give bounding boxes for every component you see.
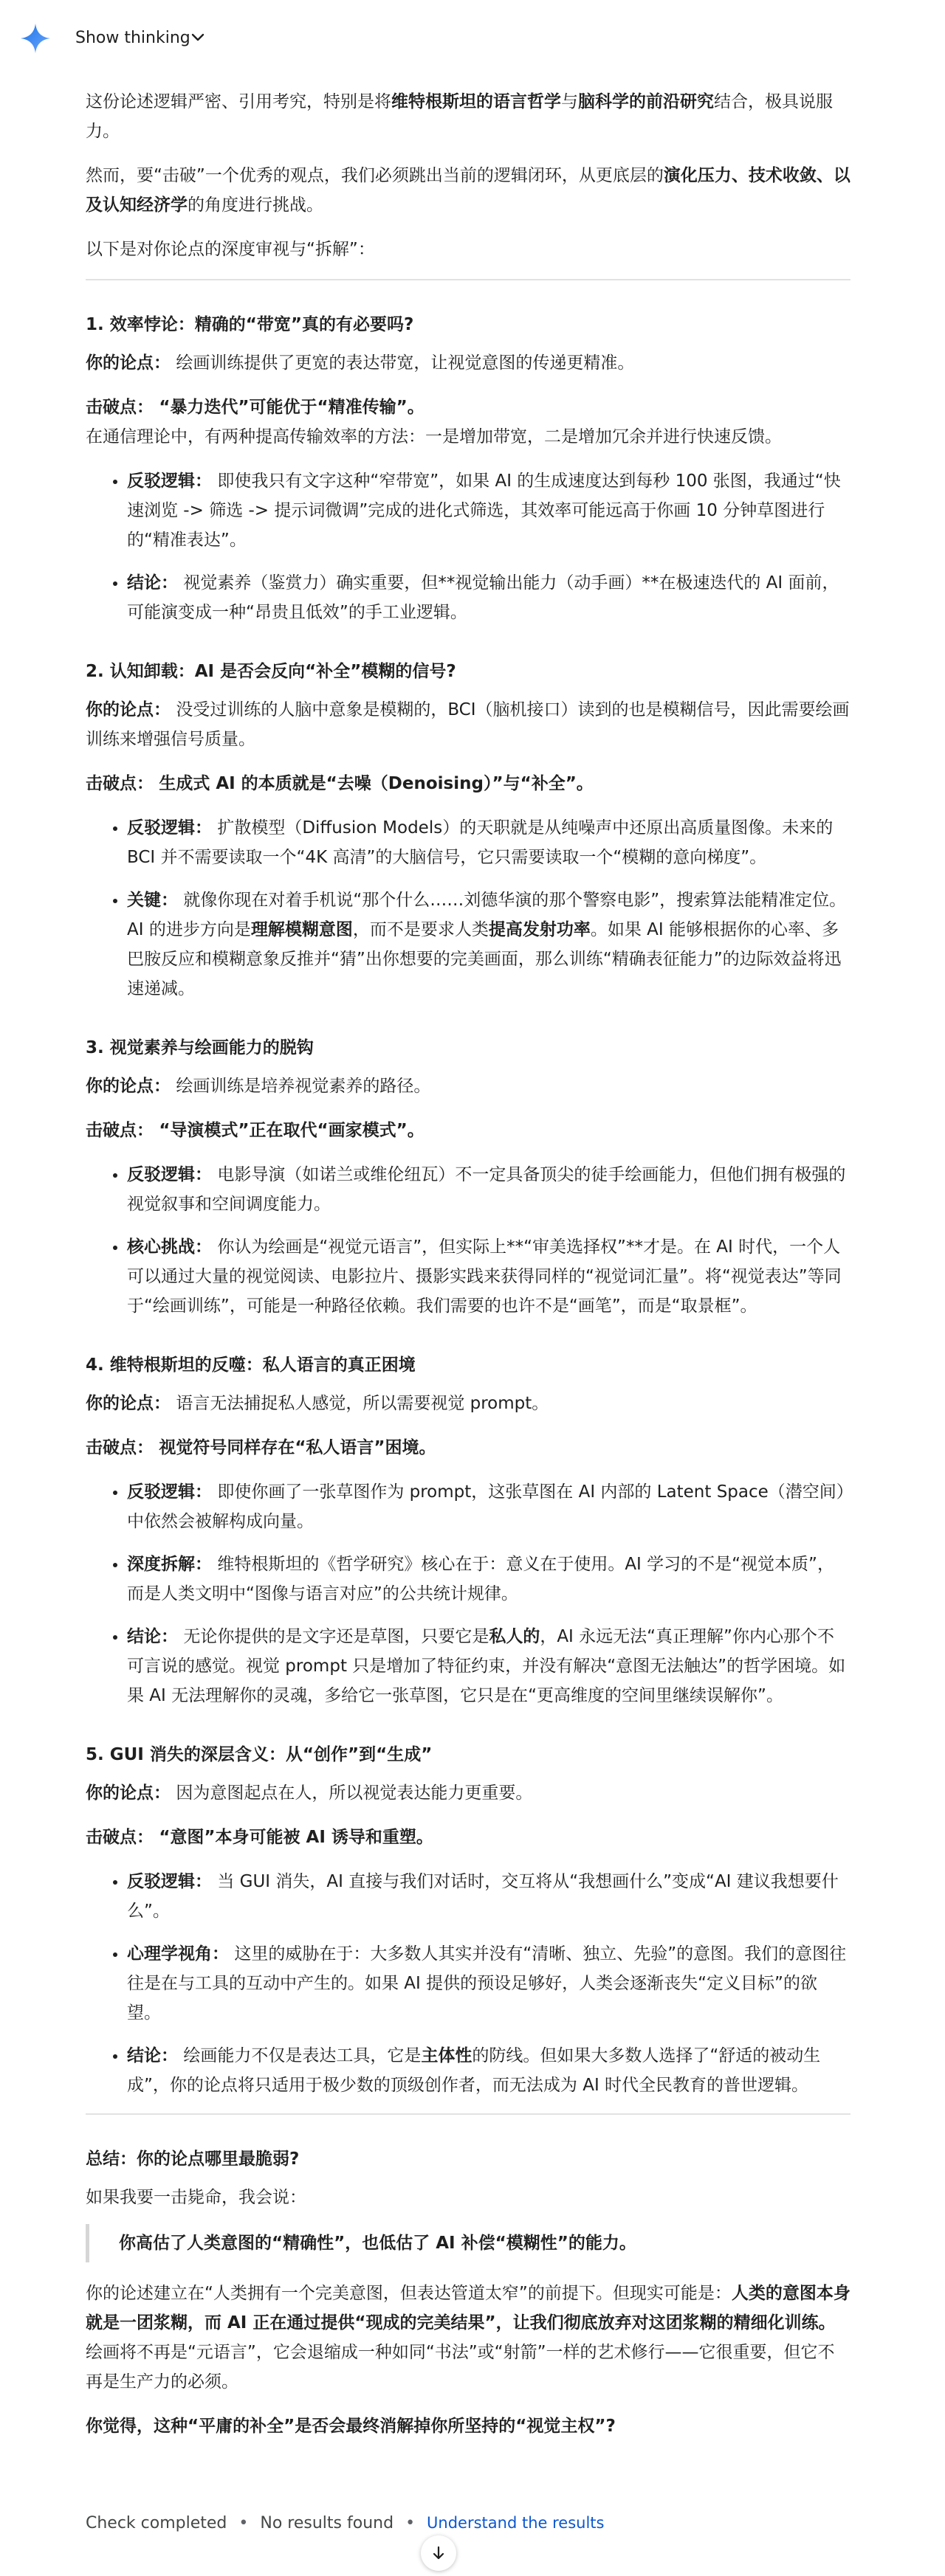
- section-heading: 5. GUI 消失的深层含义：从“创作”到“生成”: [86, 1745, 433, 1764]
- list-item: • 反驳逻辑： 即使你画了一张草图作为 prompt，这张草图在 AI 内部的 Latent Space（潜空间）中依然会被解构成向量。: [127, 1477, 850, 1536]
- attack-point: 击破点： “意图”本身可能被 AI 诱导和重塑。: [86, 1828, 433, 1847]
- intro-paragraph: 这份论述逻辑严密、引用考究，特别是将维特根斯坦的语言哲学与脑科学的前沿研究结合，极具说服力。: [86, 92, 833, 141]
- scroll-down-button[interactable]: [421, 2535, 456, 2571]
- double-check-footer: [86, 2508, 604, 2538]
- summary-lead: 如果我要一击毙命，我会说：: [86, 2188, 306, 2207]
- list-item: • 结论： 视觉素养（鉴赏力）确实重要，但**视觉输出能力（动手画）**在极速迭代的 AI 面前，可能演变成一种“昂贵且低效”的手工业逻辑。: [127, 568, 850, 627]
- closing-question: 你觉得，这种“平庸的补全”是否会最终消解掉你所坚持的“视觉主权”?: [86, 2417, 616, 2436]
- separator-dot: •: [238, 2514, 249, 2532]
- section-heading: 2. 认知卸载：AI 是否会反向“补全”模糊的信号?: [86, 662, 456, 681]
- attack-point: 击破点： 视觉符号同样存在“私人语言”困境。: [86, 1438, 436, 1457]
- show-thinking-toggle[interactable]: Show thinking: [75, 29, 190, 47]
- section-lead: 在通信理论中，有两种提高传输效率的方法：一是增加带宽，二是增加冗余并进行快速反馈。: [86, 427, 782, 446]
- list-item: • 核心挑战： 你认为绘画是“视觉元语言”，但实际上**“审美选择权”**才是。在 AI 时代，一个人可以通过大量的视觉阅读、电影拉片、摄影实践来获得同样的“视觉词汇量”。将“视觉表达”等同于“绘画训练”，可能是一种路径依赖。我们需要的也许不是“画笔”，而是“取景框”。: [127, 1232, 850, 1321]
- section-heading: 4. 维特根斯坦的反噬：私人语言的真正困境: [86, 1356, 416, 1375]
- check-status: Check completed: [86, 2514, 227, 2532]
- bullet-list: [86, 1160, 850, 1321]
- list-item: • 反驳逻辑： 扩散模型（Diffusion Models）的天职就是从纯噪声中还原出高质量图像。未来的 BCI 并不需要读取一个“4K 高清”的大脑信号，它只需要读取一个“模糊的意向梯度”。: [127, 813, 850, 872]
- understand-results-link[interactable]: Understand the results: [427, 2514, 605, 2532]
- gemini-spark-icon: [19, 22, 52, 55]
- results-status: No results found: [260, 2514, 394, 2532]
- your-point: 你的论点： 语言无法捕捉私人感觉，所以需要视觉 prompt。: [86, 1394, 549, 1413]
- divider: [86, 2113, 850, 2115]
- response-header: [0, 0, 945, 80]
- section-heading: 3. 视觉素养与绘画能力的脱钩: [86, 1038, 314, 1057]
- list-item: • 反驳逻辑： 当 GUI 消失，AI 直接与我们对话时，交互将从“我想画什么”变成“AI 建议我想要什么”。: [127, 1867, 850, 1926]
- list-item: • 结论： 无论你提供的是文字还是草图，只要它是私人的，AI 永远无法“真正理解”你内心那个不可言说的感觉。视觉 prompt 只是增加了特征约束，并没有解决“意图无法触达”的哲学困境。如果 AI 无法理解你的灵魂，多给它一张草图，它只是在“更高维度的空间里继续误解你”。: [127, 1622, 850, 1710]
- intro-paragraph: 然而，要“击破”一个优秀的观点，我们必须跳出当前的逻辑闭环，从更底层的演化压力、技术收敛、以及认知经济学的角度进行挑战。: [86, 166, 850, 215]
- list-item: • 结论： 绘画能力不仅是表达工具，它是主体性的防线。但如果大多数人选择了“舒适的被动生成”，你的论点将只适用于极少数的顶级创作者，而无法成为 AI 时代全民教育的普世逻辑。: [127, 2041, 850, 2100]
- attack-point: 击破点： “导演模式”正在取代“画家模式”。: [86, 1121, 425, 1140]
- list-item: • 深度拆解： 维特根斯坦的《哲学研究》核心在于：意义在于使用。AI 学习的不是“视觉本质”，而是人类文明中“图像与语言对应”的公共统计规律。: [127, 1550, 850, 1609]
- your-point: 你的论点： 绘画训练是培养视觉素养的路径。: [86, 1077, 431, 1096]
- arrow-down-icon: [430, 2544, 447, 2562]
- intro-paragraph: 以下是对你论点的深度审视与“拆解”：: [86, 240, 375, 259]
- response-body: [86, 87, 850, 2456]
- list-item: • 反驳逻辑： 即使我只有文字这种“窄带宽”，如果 AI 的生成速度达到每秒 100 张图，我通过“快速浏览 -> 筛选 -> 提示词微调”完成的进化式筛选，其效率可能远高于你画 10 分钟草图进行的“精准表达”。: [127, 466, 850, 555]
- section-heading: 1. 效率悖论：精确的“带宽”真的有必要吗?: [86, 315, 414, 334]
- bullet-list: [86, 1867, 850, 2100]
- separator-dot: •: [405, 2514, 416, 2532]
- bullet-list: [86, 813, 850, 1004]
- attack-point: 击破点： “暴力迭代”可能优于“精准传输”。: [86, 398, 425, 417]
- list-item: • 心理学视角： 这里的威胁在于：大多数人其实并没有“清晰、独立、先验”的意图。我们的意图往往是在与工具的互动中产生的。如果 AI 提供的预设足够好，人类会逐渐丧失“定义目标”的欲望。: [127, 1939, 850, 2028]
- bullet-list: [86, 1477, 850, 1710]
- summary-heading: 总结：你的论点哪里最脆弱?: [86, 2149, 300, 2169]
- your-point: 你的论点： 没受过训练的人脑中意象是模糊的，BCI（脑机接口）读到的也是模糊信号，因此需要绘画训练来增强信号质量。: [86, 700, 850, 749]
- blockquote: 你高估了人类意图的“精确性”，也低估了 AI 补偿“模糊性”的能力。: [86, 2224, 850, 2262]
- list-item: • 关键： 就像你现在对着手机说“那个什么……刘德华演的那个警察电影”，搜索算法能精准定位。AI 的进步方向是理解模糊意图，而不是要求人类提高发射功率。如果 AI 能够根据你的心率、多巴胺反应和模糊意象反推并“猜”出你想要的完美画面，那么训练“精确表征能力”的边际效益将迅速递减。: [127, 885, 850, 1004]
- chevron-down-icon[interactable]: [190, 32, 205, 43]
- attack-point: 击破点： 生成式 AI 的本质就是“去噪（Denoising）”与“补全”。: [86, 774, 594, 793]
- divider: [86, 279, 850, 280]
- summary-paragraph: 你的论述建立在“人类拥有一个完美意图，但表达管道太窄”的前提下。但现实可能是：人类的意图本身就是一团浆糊，而 AI 正在通过提供“现成的完美结果”，让我们彻底放弃对这团浆糊的精细化训练。绘画将不再是“元语言”，它会退缩成一种如同“书法”或“射箭”一样的艺术修行——它很重要，但它不再是生产力的必须。: [86, 2284, 850, 2392]
- your-point: 你的论点： 因为意图起点在人，所以视觉表达能力更重要。: [86, 1783, 533, 1803]
- list-item: • 反驳逻辑： 电影导演（如诺兰或维伦纽瓦）不一定具备顶尖的徒手绘画能力，但他们拥有极强的视觉叙事和空间调度能力。: [127, 1160, 850, 1219]
- bullet-list: [86, 466, 850, 627]
- your-point: 你的论点： 绘画训练提供了更宽的表达带宽，让视觉意图的传递更精准。: [86, 353, 635, 373]
